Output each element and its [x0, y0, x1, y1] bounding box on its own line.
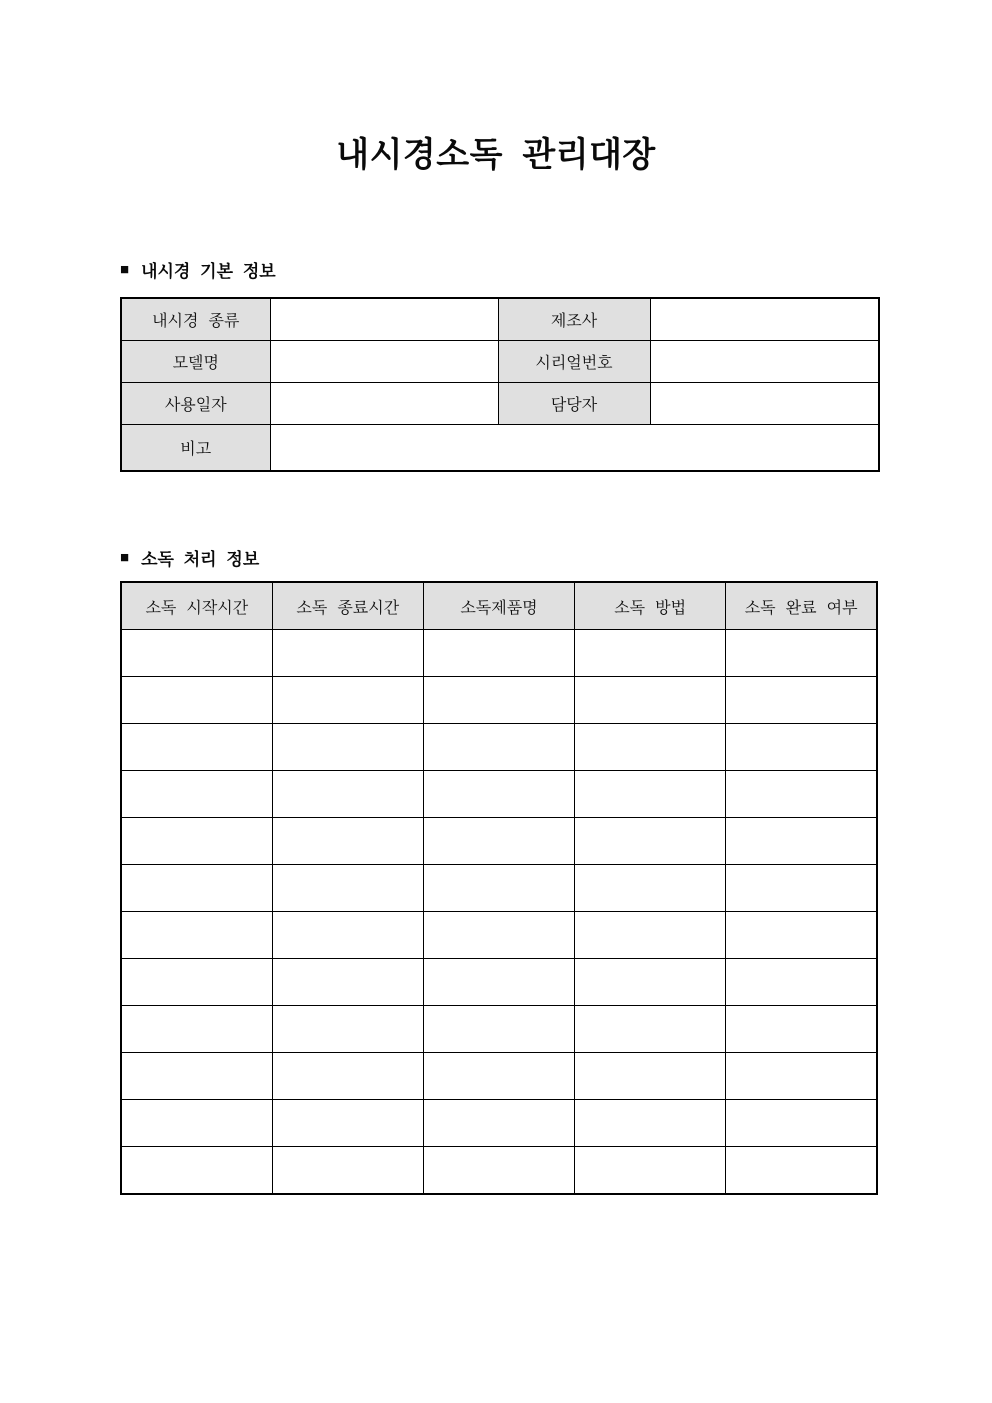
- cell-remarks-value[interactable]: [270, 425, 879, 472]
- disinfection-empty-cell[interactable]: [575, 724, 726, 771]
- disinfection-empty-cell[interactable]: [121, 1147, 272, 1195]
- disinfection-empty-cell[interactable]: [726, 818, 877, 865]
- square-bullet-icon: ■: [120, 261, 130, 278]
- disinfection-empty-cell[interactable]: [121, 912, 272, 959]
- section-heading-disinfection-label: 소독 처리 정보: [141, 550, 260, 569]
- disinfection-empty-cell[interactable]: [121, 865, 272, 912]
- disinfection-empty-cell[interactable]: [121, 771, 272, 818]
- cell-endoscope-type-value[interactable]: [270, 298, 498, 341]
- disinfection-empty-cell[interactable]: [121, 1100, 272, 1147]
- disinfection-empty-cell[interactable]: [726, 1100, 877, 1147]
- disinfection-empty-cell[interactable]: [575, 771, 726, 818]
- table-row: [121, 383, 879, 425]
- section-heading-basic-info: [120, 257, 992, 282]
- cell-endoscope-type-label: 내시경 종류: [121, 298, 270, 341]
- cell-model-name-label: 모델명: [121, 341, 270, 383]
- col-header-completed: 소독 완료 여부: [726, 582, 877, 630]
- disinfection-empty-cell[interactable]: [423, 1006, 574, 1053]
- disinfection-empty-cell[interactable]: [423, 724, 574, 771]
- disinfection-empty-cell[interactable]: [726, 865, 877, 912]
- disinfection-empty-cell[interactable]: [726, 1147, 877, 1195]
- col-header-start-time: 소독 시작시간: [121, 582, 272, 630]
- disinfection-table-body: [121, 630, 877, 1195]
- disinfection-empty-cell[interactable]: [423, 1053, 574, 1100]
- disinfection-empty-row: [121, 724, 877, 771]
- disinfection-empty-row: [121, 818, 877, 865]
- basic-info-table: [120, 297, 880, 472]
- disinfection-empty-cell[interactable]: [121, 677, 272, 724]
- disinfection-empty-row: [121, 1053, 877, 1100]
- disinfection-empty-cell[interactable]: [423, 677, 574, 724]
- cell-serial-number-value[interactable]: [650, 341, 879, 383]
- disinfection-empty-cell[interactable]: [575, 1053, 726, 1100]
- disinfection-empty-cell[interactable]: [423, 1147, 574, 1195]
- page-title: 내시경소독 관리대장: [336, 136, 656, 174]
- disinfection-empty-row: [121, 1006, 877, 1053]
- disinfection-empty-cell[interactable]: [121, 818, 272, 865]
- disinfection-empty-cell[interactable]: [575, 818, 726, 865]
- square-bullet-icon: ■: [120, 549, 130, 566]
- disinfection-empty-cell[interactable]: [272, 818, 423, 865]
- disinfection-empty-cell[interactable]: [575, 912, 726, 959]
- disinfection-empty-cell[interactable]: [423, 865, 574, 912]
- disinfection-empty-cell[interactable]: [726, 1053, 877, 1100]
- disinfection-empty-cell[interactable]: [575, 1006, 726, 1053]
- disinfection-empty-cell[interactable]: [272, 677, 423, 724]
- cell-usage-date-value[interactable]: [270, 383, 498, 425]
- disinfection-empty-row: [121, 1100, 877, 1147]
- disinfection-empty-cell[interactable]: [121, 1006, 272, 1053]
- disinfection-empty-cell[interactable]: [423, 630, 574, 677]
- disinfection-empty-cell[interactable]: [423, 818, 574, 865]
- disinfection-empty-cell[interactable]: [726, 724, 877, 771]
- table-row: [121, 341, 879, 383]
- disinfection-empty-cell[interactable]: [121, 724, 272, 771]
- disinfection-empty-cell[interactable]: [121, 1053, 272, 1100]
- section-heading-disinfection: [120, 545, 992, 570]
- disinfection-empty-row: [121, 771, 877, 818]
- disinfection-empty-cell[interactable]: [423, 1100, 574, 1147]
- cell-serial-number-label: 시리얼번호: [498, 341, 650, 383]
- col-header-product-name: 소독제품명: [423, 582, 574, 630]
- cell-usage-date-label: 사용일자: [121, 383, 270, 425]
- disinfection-empty-cell[interactable]: [575, 1147, 726, 1195]
- disinfection-empty-row: [121, 912, 877, 959]
- cell-manufacturer-value[interactable]: [650, 298, 879, 341]
- disinfection-empty-cell[interactable]: [575, 630, 726, 677]
- disinfection-empty-row: [121, 1147, 877, 1195]
- disinfection-empty-row: [121, 630, 877, 677]
- disinfection-empty-cell[interactable]: [272, 865, 423, 912]
- disinfection-empty-row: [121, 677, 877, 724]
- disinfection-empty-cell[interactable]: [726, 1006, 877, 1053]
- disinfection-empty-cell[interactable]: [272, 724, 423, 771]
- disinfection-empty-cell[interactable]: [726, 912, 877, 959]
- col-header-end-time: 소독 종료시간: [272, 582, 423, 630]
- disinfection-empty-cell[interactable]: [272, 1100, 423, 1147]
- disinfection-empty-cell[interactable]: [272, 630, 423, 677]
- disinfection-empty-cell[interactable]: [575, 1100, 726, 1147]
- cell-remarks-label: 비고: [121, 425, 270, 472]
- disinfection-empty-cell[interactable]: [726, 959, 877, 1006]
- disinfection-empty-cell[interactable]: [423, 912, 574, 959]
- disinfection-empty-cell[interactable]: [575, 865, 726, 912]
- cell-model-name-value[interactable]: [270, 341, 498, 383]
- col-header-method: 소독 방법: [575, 582, 726, 630]
- disinfection-empty-cell[interactable]: [272, 1053, 423, 1100]
- disinfection-empty-cell[interactable]: [272, 912, 423, 959]
- disinfection-empty-cell[interactable]: [121, 630, 272, 677]
- disinfection-empty-cell[interactable]: [272, 1006, 423, 1053]
- cell-manager-value[interactable]: [650, 383, 879, 425]
- disinfection-empty-cell[interactable]: [726, 630, 877, 677]
- disinfection-empty-cell[interactable]: [726, 771, 877, 818]
- disinfection-table: [120, 581, 878, 1195]
- disinfection-empty-cell[interactable]: [121, 959, 272, 1006]
- section-heading-basic-info-label: 내시경 기본 정보: [141, 262, 276, 281]
- disinfection-empty-cell[interactable]: [272, 1147, 423, 1195]
- table-row: [121, 425, 879, 472]
- disinfection-empty-cell[interactable]: [272, 771, 423, 818]
- disinfection-empty-cell[interactable]: [726, 677, 877, 724]
- cell-manager-label: 담당자: [498, 383, 650, 425]
- disinfection-empty-row: [121, 959, 877, 1006]
- disinfection-header-row: [121, 582, 877, 630]
- disinfection-empty-row: [121, 865, 877, 912]
- disinfection-empty-cell[interactable]: [575, 959, 726, 1006]
- disinfection-empty-cell[interactable]: [423, 959, 574, 1006]
- disinfection-empty-cell[interactable]: [575, 677, 726, 724]
- disinfection-empty-cell[interactable]: [272, 959, 423, 1006]
- cell-manufacturer-label: 제조사: [498, 298, 650, 341]
- disinfection-empty-cell[interactable]: [423, 771, 574, 818]
- table-row: [121, 298, 879, 341]
